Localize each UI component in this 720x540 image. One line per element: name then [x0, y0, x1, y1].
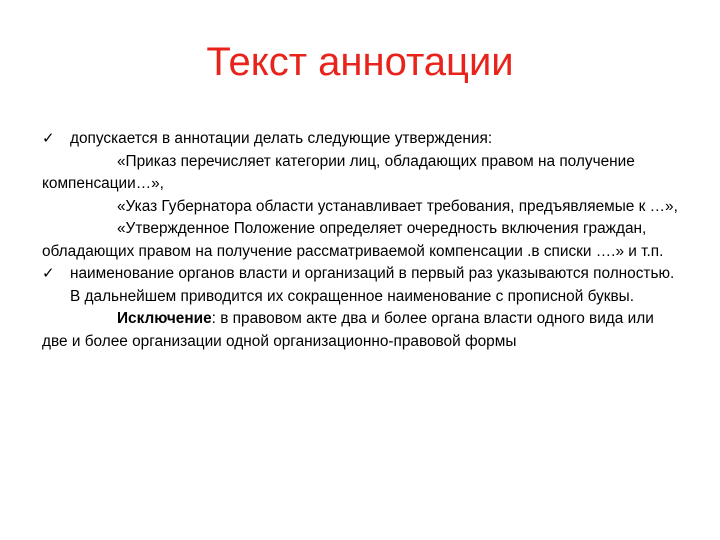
bullet-item-names	[42, 263, 682, 308]
quote-order: «Приказ перечисляет категории лиц, обладающих правом на получение компенсации…»,	[42, 152, 635, 192]
slide-title: Текст аннотации	[206, 40, 514, 84]
exception-paragraph	[42, 308, 682, 353]
quote-decree: «Указ Губернатора области устанавливает требования, предъявляемые к …»,	[117, 197, 678, 215]
quote-regulation: «Утвержденное Положение определяет очередность включения граждан, обладающих правом на получение рассматриваемой компенсации .в списки ….» и т.п.	[42, 220, 664, 260]
bullet-item-allowed	[42, 128, 682, 151]
bullet-text-names: наименование органов власти и организаций в первый раз указываются полностью. В дальнейшем приводится их сокращенное наименование с прописной буквы.	[70, 265, 675, 305]
checkmark-icon: ✓	[42, 130, 55, 147]
bullet-text-allowed: допускается в аннотации делать следующие утверждения:	[70, 130, 493, 147]
slide-content	[42, 128, 682, 353]
exception-label: Исключение	[117, 310, 212, 327]
checkmark-icon: ✓	[42, 265, 55, 282]
exception-text: : в правовом акте два и более органа власти одного вида или две и более организации одной организационно-правовой формы	[42, 310, 654, 350]
